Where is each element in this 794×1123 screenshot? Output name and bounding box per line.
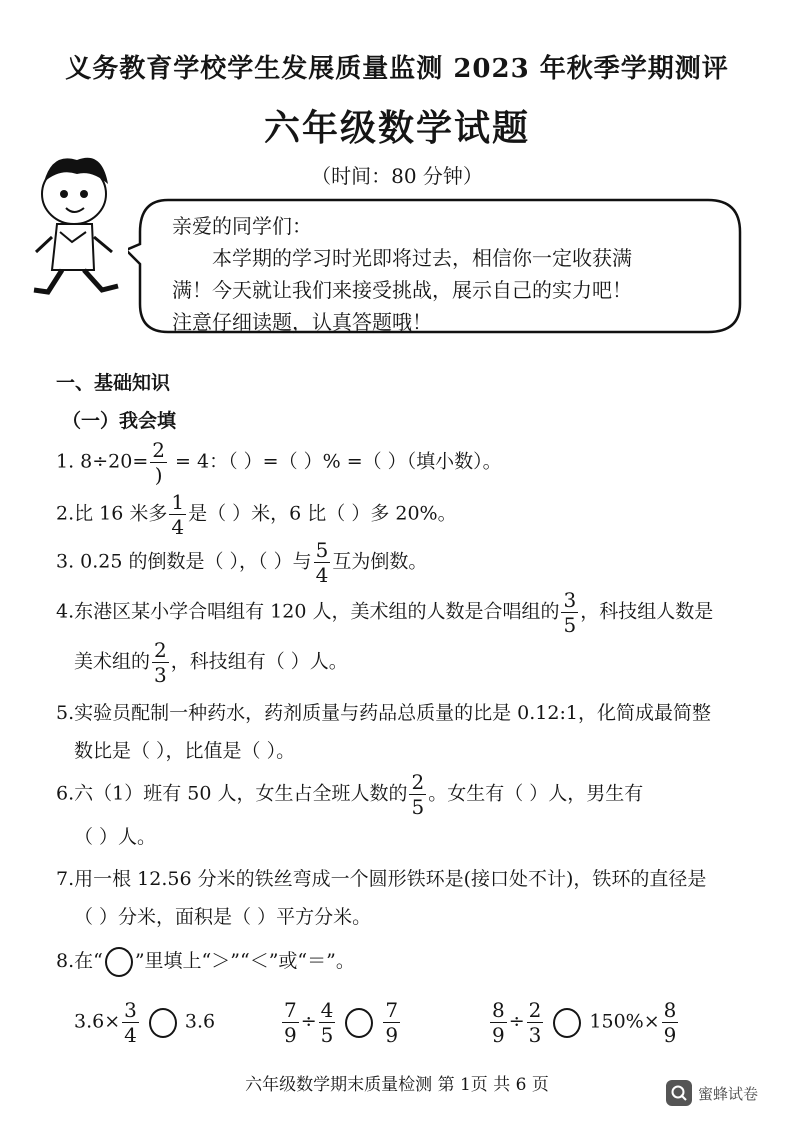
question-6: 6.六（1）班有 50 人，女生占全班人数的 $\frac{2}{5}$ 。女生有（ ）人，男生有 <box>56 770 644 819</box>
fraction: $\frac{4}{5}$ <box>320 998 334 1047</box>
exam-title: 六年级数学试题 <box>263 107 530 149</box>
bee-logo-icon <box>666 1080 692 1106</box>
exam-header: 义务教育学校学生发展质量监测 2023 年秋季学期测评 <box>65 54 729 84</box>
fraction: $\frac{1}{4}$ <box>171 490 185 539</box>
question-7: 7.用一根 12.56 分米的铁丝弯成一个圆形铁环是(接口处不计)，铁环的直径是 <box>56 868 707 890</box>
fraction: $\frac{7}{9}$ <box>284 998 297 1047</box>
fraction: $\frac{5}{4}$ <box>315 538 329 587</box>
section-heading: 一、基础知识 <box>56 372 171 394</box>
intro-greeting: 亲爱的同学们： <box>172 214 312 238</box>
question-7-cont: （ ）分米，面积是（ ）平方分米。 <box>74 906 372 928</box>
question-4-cont: 美术组的 $\frac{2}{3}$ ，科技组有（ ）人。 <box>74 638 348 687</box>
watermark-text: 蜜蜂试卷 <box>698 1084 759 1103</box>
question-1: 1. 8÷20= $\frac{2}{)}$ = 4：（ ）=（ ）% =（ ）（填小数）。 <box>56 438 502 487</box>
question-8: 8.在“ ”里填上“＞”“＜”或“＝”。 <box>56 946 355 977</box>
fraction: $\frac{2}{3}$ <box>528 998 542 1047</box>
intro-line: 满！今天就让我们来接受挑战，展示自己的实力吧！ <box>172 278 632 302</box>
fraction: $\frac{3}{5}$ <box>563 588 577 637</box>
question-5-cont: 数比是（ ），比值是（ ）。 <box>74 740 296 762</box>
fraction: $\frac{8}{9}$ <box>492 998 505 1047</box>
student-mascot-illustration <box>22 142 132 312</box>
answer-circle <box>105 947 133 977</box>
question-2: 2.比 16 米多 $\frac{1}{4}$ 是（ ）米，6 比（ ）多 20%。 <box>56 490 457 539</box>
fraction: $\frac{2}{5}$ <box>411 770 425 819</box>
intro-line: 本学期的学习时光即将过去，相信你一定收获满 <box>212 246 632 270</box>
watermark <box>666 1080 758 1106</box>
compare-item-1: 3.6× $\frac{3}{4}$ 3.6 <box>74 998 216 1047</box>
fraction: $\frac{2}{3}$ <box>154 638 167 687</box>
fraction: $\frac{2}{)}$ <box>152 438 166 487</box>
answer-circle[interactable] <box>553 1008 581 1038</box>
compare-item-2: $\frac{7}{9}$ ÷ $\frac{4}{5}$ $\frac{7}{9}$ <box>284 998 399 1047</box>
page-footer: 六年级数学期末质量检测 第 1页 共 6 页 <box>245 1075 549 1095</box>
question-6-cont: （ ）人。 <box>74 826 157 848</box>
fraction: $\frac{3}{4}$ <box>124 998 137 1047</box>
compare-item-3: $\frac{8}{9}$ ÷ $\frac{2}{3}$ 150%× $\frac{8}{9}$ <box>492 998 677 1047</box>
question-3: 3. 0.25 的倒数是（ ），（ ）与 $\frac{5}{4}$ 互为倒数。 <box>56 538 428 587</box>
fraction: $\frac{7}{9}$ <box>385 998 399 1047</box>
answer-circle[interactable] <box>149 1008 177 1038</box>
fraction: $\frac{8}{9}$ <box>663 998 677 1047</box>
intro-message <box>172 210 732 338</box>
subsection-heading: （一）我会填 <box>62 410 177 432</box>
intro-line: 注意仔细读题，认真答题哦！ <box>172 310 432 334</box>
exam-time: （时间：80 分钟） <box>311 164 483 188</box>
question-4: 4.东港区某小学合唱组有 120 人，美术组的人数是合唱组的 $\frac{3}{5}$ ，科技组人数是 <box>56 588 714 637</box>
answer-circle[interactable] <box>345 1008 373 1038</box>
question-5: 5.实验员配制一种药水，药剂质量与药品总质量的比是 0.12:1，化简成最简整 <box>56 702 711 724</box>
